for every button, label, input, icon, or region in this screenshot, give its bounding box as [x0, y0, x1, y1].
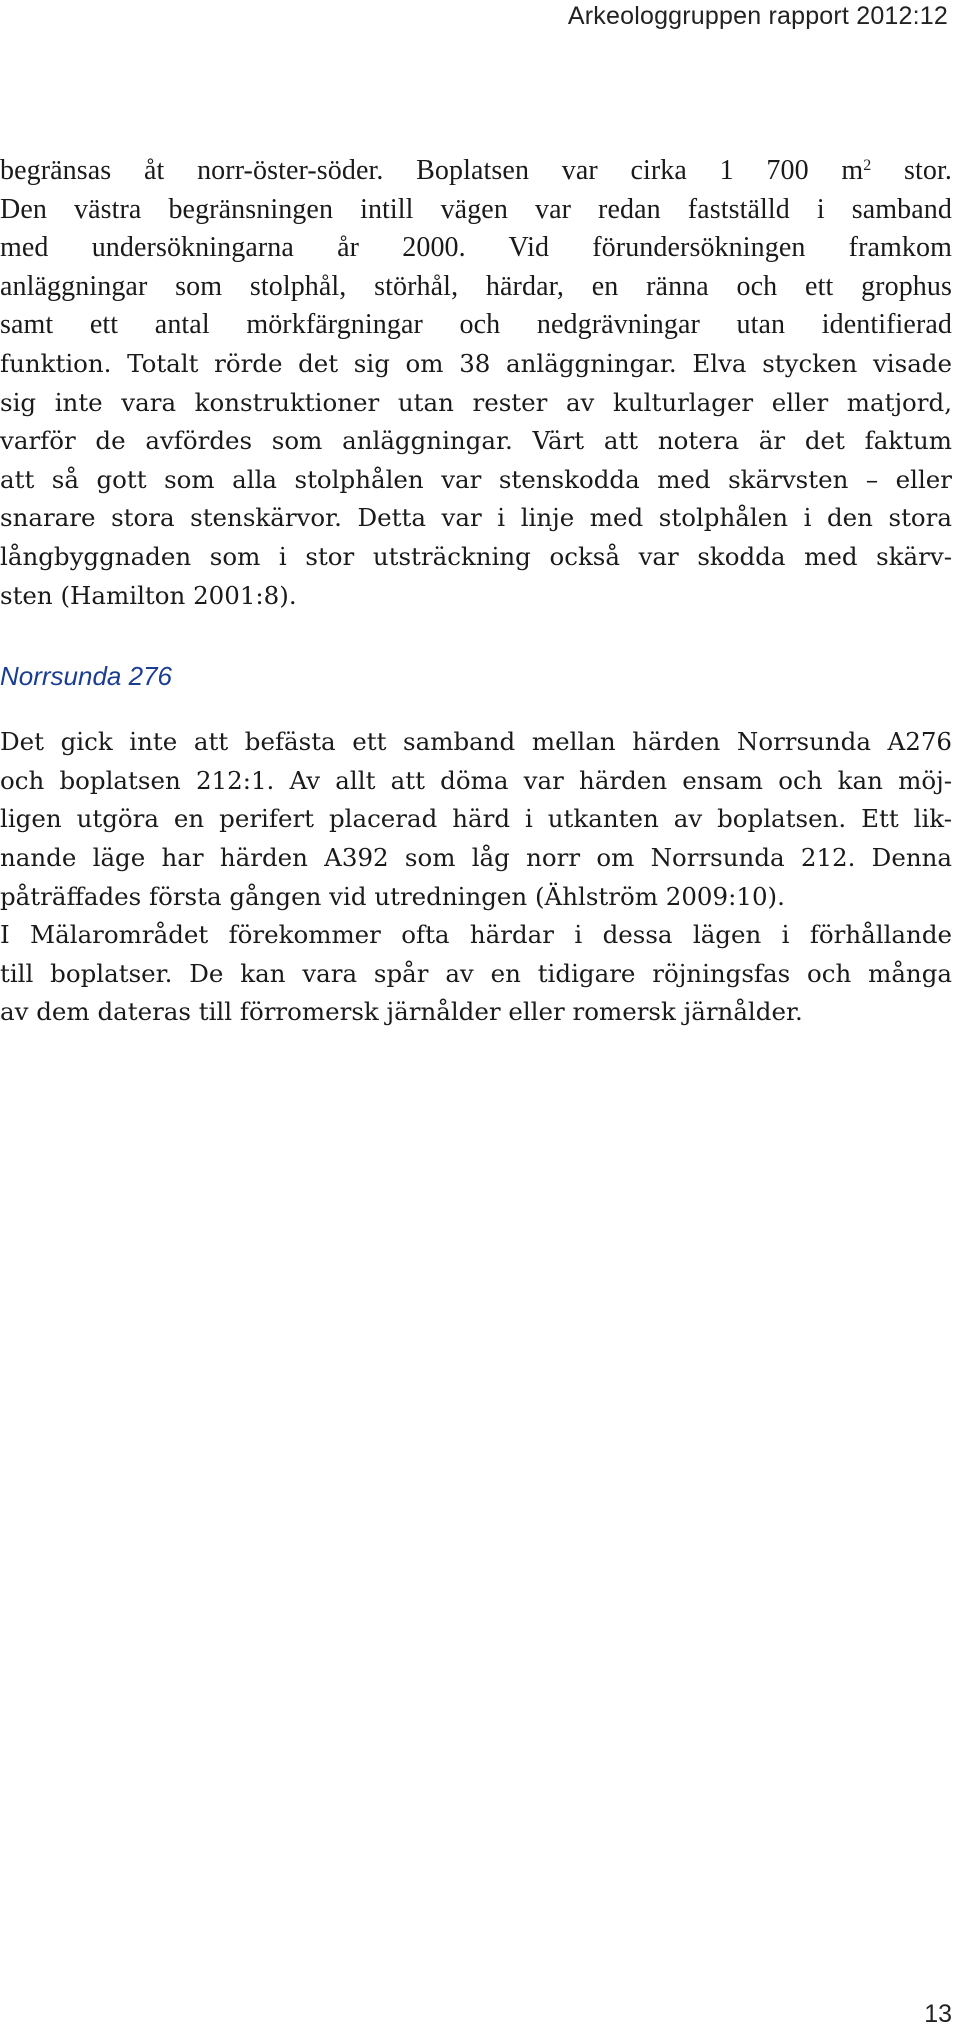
- page-number: 13: [924, 2000, 952, 2028]
- body-paragraph-1: [0, 152, 952, 615]
- paragraph-line: till boplatser. De kan vara spår av en tidigare röjningsfas och många: [0, 958, 952, 988]
- paragraph-line: snarare stora stenskärvor. Detta var i linje med stolphålen i den stora: [0, 503, 952, 533]
- paragraph-line: med undersökningarna år 2000. Vid förundersökningen framkom: [0, 232, 952, 264]
- paragraph-line: Det gick inte att befästa ett samband mellan härden Norrsunda A276: [0, 727, 952, 757]
- paragraph-line: ligen utgöra en perifert placerad härd i utkanten av boplatsen. Ett lik-: [0, 804, 952, 834]
- paragraph-line: påträffades första gången vid utredningen (Ählström 2009:10).: [0, 881, 785, 911]
- paragraph-text: stor.: [871, 155, 952, 186]
- superscript-squared: 2: [863, 157, 872, 174]
- paragraph-line: att så gott som alla stolphålen var stenskodda med skärvsten – eller: [0, 464, 952, 494]
- paragraph-line: I Mälarområdet förekommer ofta härdar i dessa lägen i förhållande: [0, 920, 952, 950]
- body-paragraph-2: [0, 723, 952, 1032]
- paragraph-line: nande läge har härden A392 som låg norr om Norrsunda 212. Denna: [0, 842, 952, 872]
- paragraph-line: och boplatsen 212:1. Av allt att döma var härden ensam och kan möj-: [0, 765, 952, 795]
- paragraph-line: varför de avfördes som anläggningar. Värt att notera är det faktum: [0, 426, 952, 456]
- running-header: Arkeologgruppen rapport 2012:12: [567, 2, 948, 30]
- paragraph-line: av dem dateras till förromersk järnålder eller romersk järnålder.: [0, 997, 803, 1027]
- paragraph-line: [0, 152, 952, 191]
- paragraph-line: sten (Hamilton 2001:8).: [0, 580, 297, 610]
- paragraph-text: begränsas åt norr-öster-söder. Boplatsen var cirka 1 700 m: [0, 155, 864, 186]
- paragraph-line: samt ett antal mörkfärgningar och nedgrävningar utan identifierad: [0, 309, 952, 341]
- paragraph-line: Den västra begränsningen intill vägen var redan fastställd i samband: [0, 193, 952, 225]
- page-body: [0, 152, 952, 1032]
- paragraph-line: anläggningar som stolphål, störhål, härdar, en ränna och ett grophus: [0, 270, 952, 302]
- paragraph-line: funktion. Totalt rörde det sig om 38 anläggningar. Elva stycken visade: [0, 348, 952, 378]
- paragraph-line: långbyggnaden som i stor utsträckning också var skodda med skärv-: [0, 541, 952, 571]
- section-heading: Norrsunda 276: [0, 661, 172, 692]
- paragraph-line: sig inte vara konstruktioner utan rester av kulturlager eller matjord,: [0, 387, 952, 417]
